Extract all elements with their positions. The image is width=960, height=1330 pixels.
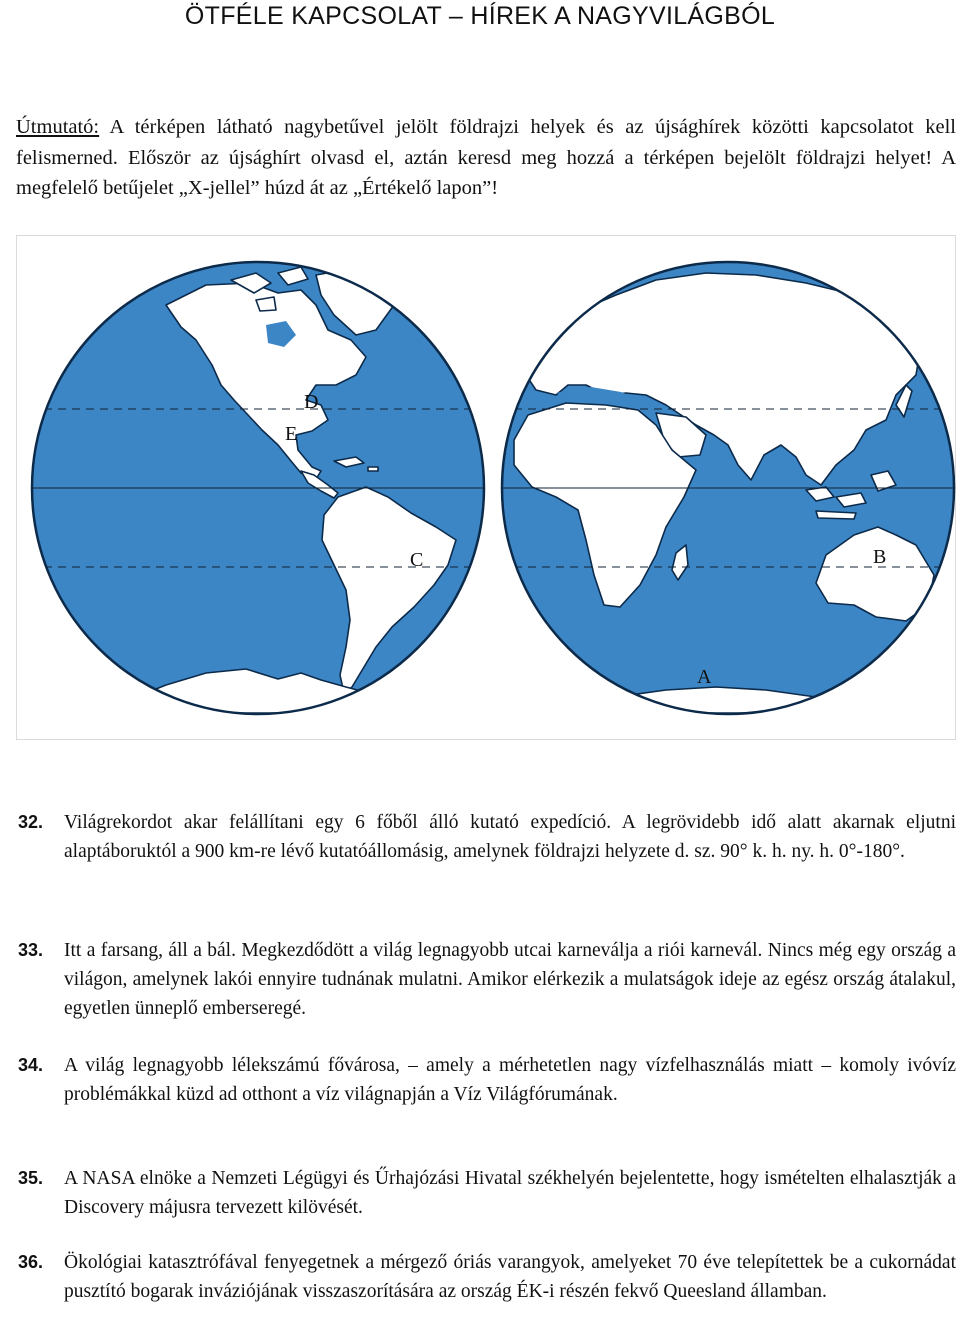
instructions-text: A térképen látható nagybetűvel jelölt földrajzi helyek és az újsághírek közötti kapcsolatot kell felismerned. Először az újsághírt olvasd el, aztán keresd meg hozzá a térképen bejelölt földrajzi helyet! A megfelelő betűjelet „X-jellel” húzd át az „Értékelő lapon”! [16,116,956,199]
instructions [16,112,956,204]
world-map [16,235,956,740]
news-item-33 [18,936,956,1023]
item-text: A NASA elnöke a Nemzeti Légügyi és Űrhajózási Hivatal székhelyén bejelentette, hogy ismételten elhalasztják a Discovery májusra tervezett kilövését. [64,1168,956,1218]
item-text: A világ legnagyobb lélekszámú fővárosa, – amely a mérhetetlen nagy vízfelhasználás miatt – komoly ivóvíz problémákkal küzd ad otthont a víz világnapján a Víz Világfórumának. [64,1055,956,1105]
item-number: 34. [18,1055,44,1075]
item-text: Világrekordot akar felállítani egy 6 főből álló kutató expedíció. A legrövidebb idő alatt akarnak eljutni alaptáboruktól a 900 km-re lévő kutatóállomásig, amelynek földrajzi helyzete d. sz. 90° k. h. ny. h. 0°-180°. [64,812,956,862]
map-label-a: A [697,666,712,688]
item-number: 36. [18,1252,44,1272]
item-number: 35. [18,1168,44,1188]
world-map-svg [16,235,956,740]
item-text: Itt a farsang, áll a bál. Megkezdődött a világ legnagyobb utcai karneválja a riói karnevál. Nincs még egy ország a világon, amelynek lakói ennyire tudnának mulatni. Amikor elérkezik a mulatságok ideje az egész ország átalakul, egyetlen ünneplő emberseregé. [64,940,956,1019]
instructions-label: Útmutató: [16,116,100,138]
news-item-34 [18,1051,956,1109]
map-label-b: B [873,546,887,568]
map-label-c: C [410,549,424,571]
news-item-32 [18,808,956,866]
item-number: 32. [18,812,44,832]
news-item-35 [18,1164,956,1222]
item-text: Ökológiai katasztrófával fenyegetnek a mérgező óriás varangyok, amelyeket 70 éve telepítettek be a cukornádat pusztító bogarak inváziójának visszaszorítására az ország ÉK-i részén fekvő Queesland államban. [64,1252,956,1302]
map-label-e: E [285,423,298,445]
map-label-d: D [304,391,319,413]
news-item-36 [18,1248,956,1306]
item-number: 33. [18,940,44,960]
page-title: ÖTFÉLE KAPCSOLAT – HÍREK A NAGYVILÁGBÓL [184,2,776,30]
